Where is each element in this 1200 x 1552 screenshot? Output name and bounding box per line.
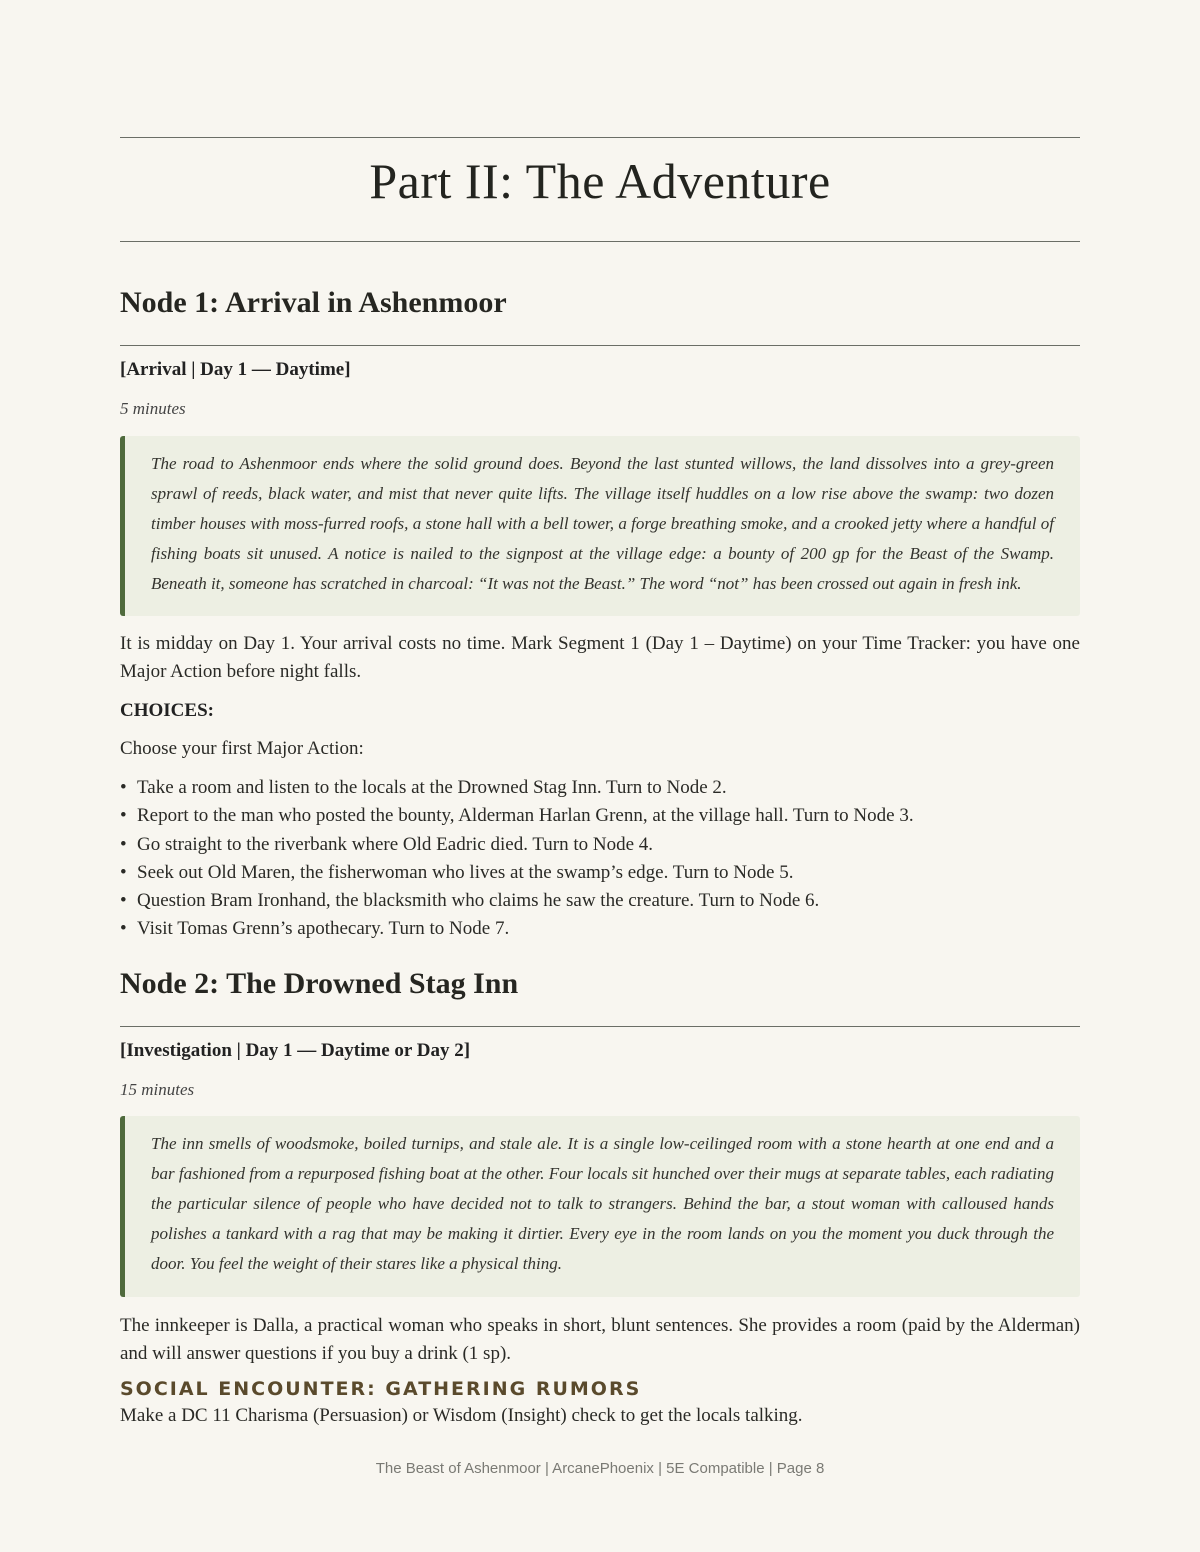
part-title: Part II: The Adventure [369,153,831,209]
choices-list [120,774,1080,944]
node-1-body: It is midday on Day 1. Your arrival costs no time. Mark Segment 1 (Day 1 – Daytime) on your Time Tracker: you have one Major Action before night falls. [120,633,1080,682]
node-1-tag: [Arrival | Day 1 — Daytime] [120,359,351,380]
choice-item[interactable]: • Go straight to the riverbank where Old Eadric died. Turn to Node 4. [120,831,1080,859]
node-1-duration: 5 minutes [120,399,186,418]
page-footer: The Beast of Ashenmoor | ArcanePhoenix | 5E Compatible | Page 8 [375,1460,825,1477]
encounter-text: Make a DC 11 Charisma (Persuasion) or Wisdom (Insight) check to get the locals talking. [120,1405,803,1426]
choice-item[interactable]: • Question Bram Ironhand, the blacksmith who claims he saw the creature. Turn to Node 6. [120,887,1080,915]
title-rule-top [120,137,1080,138]
node-2-readaloud: The inn smells of woodsmoke, boiled turnips, and stale ale. It is a single low-ceilinged room with a stone hearth at one end and a bar fashioned from a repurposed fishing boat at the other. Four locals sit hunched over their mugs at separate tables, each radiating the particular silence of people who have decided not to talk to strangers. Behind the bar, a stout woman with calloused hands polishes a tankard with a rag that may be making it dirtier. Every eye in the room lands on you the moment you duck through the door. You feel the weight of their stares like a physical thing. [120,1116,1080,1297]
node-1-rule [120,345,1080,346]
choice-item[interactable]: • Visit Tomas Grenn’s apothecary. Turn to Node 7. [120,915,1080,943]
node-2-rule [120,1026,1080,1027]
node-2-duration: 15 minutes [120,1080,195,1099]
choices-heading: CHOICES: [120,700,214,721]
node-1-readaloud: The road to Ashenmoor ends where the solid ground does. Beyond the last stunted willows, the land dissolves into a grey-green sprawl of reeds, black water, and mist that never quite lifts. The village itself huddles on a low rise above the swamp: two dozen timber houses with moss-furred roofs, a stone hall with a bell tower, a forge breathing smoke, and a crooked jetty where a handful of fishing boats sit unused. A notice is nailed to the signpost at the village edge: a bounty of 200 gp for the Beast of the Swamp. Beneath it, someone has scratched in charcoal: “It was not the Beast.” The word “not” has been crossed out again in fresh ink. [120,436,1080,616]
node-2-body: The innkeeper is Dalla, a practical woman who speaks in short, blunt sentences. She provides a room (paid by the Alderman) and will answer questions if you buy a drink (1 sp). [120,1315,1080,1364]
encounter-heading: SOCIAL ENCOUNTER: GATHERING RUMORS [120,1378,642,1400]
node-2-title: Node 2: The Drowned Stag Inn [120,967,519,1000]
title-rule-bottom [120,241,1080,242]
choices-intro: Choose your first Major Action: [120,738,364,759]
choice-item[interactable]: • Report to the man who posted the bounty, Alderman Harlan Grenn, at the village hall. Turn to Node 3. [120,802,1080,830]
node-1-title: Node 1: Arrival in Ashenmoor [120,286,507,319]
node-2-tag: [Investigation | Day 1 — Daytime or Day 2] [120,1040,471,1061]
choice-item[interactable]: • Take a room and listen to the locals at the Drowned Stag Inn. Turn to Node 2. [120,774,1080,802]
choice-item[interactable]: • Seek out Old Maren, the fisherwoman who lives at the swamp’s edge. Turn to Node 5. [120,859,1080,887]
